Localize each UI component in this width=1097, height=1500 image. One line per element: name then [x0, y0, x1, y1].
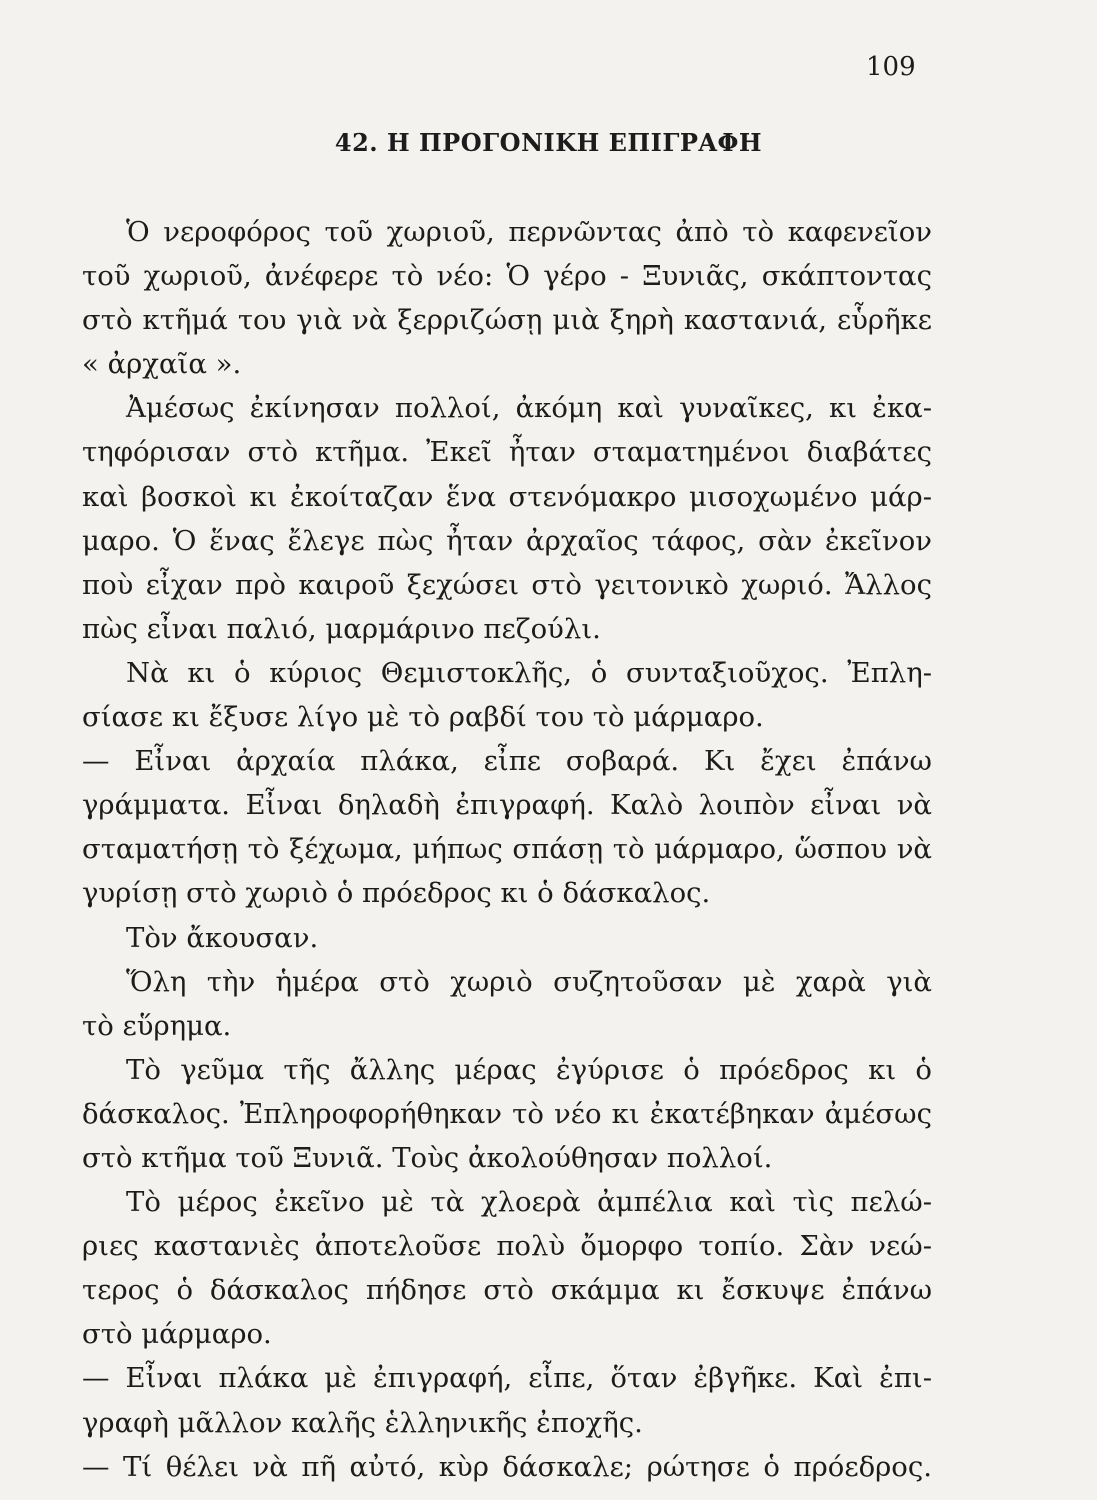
text-line: Ὅλη τὴν ἡμέρα στὸ χωριὸ συζητοῦσαν μὲ χαρὰ γιὰ	[126, 965, 932, 998]
text-line: — Εἶναι πλάκα μὲ ἐπιγραφή, εἶπε, ὅταν ἐβγῆκε. Καὶ ἐπι-	[82, 1362, 932, 1395]
body-text	[82, 210, 932, 1489]
text-line: Τὸν ἄκουσαν.	[126, 921, 319, 954]
text-line: — Εἶναι ἀρχαία πλάκα, εἶπε σοβαρά. Κι ἔχει ἐπάνω	[82, 745, 932, 778]
text-line: γυρίσῃ στὸ χωριὸ ὁ πρόεδρος κι ὁ δάσκαλος.	[82, 877, 711, 910]
text-line: Ἀμέσως ἐκίνησαν πολλοί, ἀκόμη καὶ γυναῖκες, κι ἐκα-	[126, 392, 932, 425]
text-line: ριες καστανιὲς ἀποτελοῦσε πολὺ ὄμορφο τοπίο. Σὰν νεώ-	[82, 1230, 932, 1263]
text-line: Τὸ γεῦμα τῆς ἄλλης μέρας ἐγύρισε ὁ πρόεδρος κι ὁ	[126, 1053, 932, 1086]
text-line: στὸ μάρμαρο.	[82, 1318, 272, 1351]
text-line: γραφὴ μᾶλλον καλῆς ἑλληνικῆς ἐποχῆς.	[82, 1406, 643, 1439]
text-line: « ἀρχαῖα ».	[82, 348, 242, 381]
text-line: Νὰ κι ὁ κύριος Θεμιστοκλῆς, ὁ συνταξιοῦχος. Ἐπλη-	[126, 656, 932, 689]
text-line: τὸ εὕρημα.	[82, 1009, 232, 1042]
text-line: — Τί θέλει νὰ πῆ αὐτό, κὺρ δάσκαλε; ρώτησε ὁ πρόεδρος.	[82, 1450, 932, 1483]
text-line: Ὁ νεροφόρος τοῦ χωριοῦ, περνῶντας ἀπὸ τὸ καφενεῖον	[126, 216, 932, 248]
text-line: Τὸ μέρος ἐκεῖνο μὲ τὰ χλοερὰ ἀμπέλια καὶ τὶς πελώ-	[126, 1186, 932, 1219]
text-line: ποὺ εἶχαν πρὸ καιροῦ ξεχώσει στὸ γειτονικὸ χωριό. Ἄλλος	[82, 568, 932, 601]
text-line: καὶ βοσκοὶ κι ἐκοίταζαν ἕνα στενόμακρο μισοχωμένο μάρ-	[82, 480, 932, 513]
text-line: στὸ κτῆμα τοῦ Ξυνιᾶ. Τοὺς ἀκολούθησαν πολλοί.	[82, 1141, 773, 1174]
text-line: τηφόρισαν στὸ κτῆμα. Ἐκεῖ ἦταν σταματημένοι διαβάτες	[82, 436, 932, 469]
text-line: σταματήσῃ τὸ ξέχωμα, μήπως σπάσῃ τὸ μάρμαρο, ὥσπου νὰ	[82, 833, 932, 866]
text-line: γράμματα. Εἶναι δηλαδὴ ἐπιγραφή. Καλὸ λοιπὸν εἶναι νὰ	[82, 789, 932, 822]
text-line: μαρο. Ὁ ἕνας ἔλεγε πὼς ἦταν ἀρχαῖος τάφος, σὰν ἐκεῖνον	[82, 524, 932, 557]
text-line: τερος ὁ δάσκαλος πήδησε στὸ σκάμμα κι ἔσκυψε ἐπάνω	[82, 1274, 932, 1307]
text-line: σίασε κι ἔξυσε λίγο μὲ τὸ ραβδί του τὸ μάρμαρο.	[82, 701, 764, 734]
chapter-title: 42. Η ΠΡΟΓΟΝΙΚΗ ΕΠΙΓΡΑΦΗ	[334, 128, 763, 157]
text-line: στὸ κτῆμά του γιὰ νὰ ξερριζώσῃ μιὰ ξηρὴ καστανιά, εὗρῆκε	[82, 304, 932, 337]
text-line: πὼς εἶναι παλιό, μαρμάρινο πεζούλι.	[82, 612, 601, 645]
text-line: τοῦ χωριοῦ, ἀνέφερε τὸ νέο: Ὁ γέρο - Ξυνιᾶς, σκάπτοντας	[82, 260, 932, 293]
text-line: δάσκαλος. Ἐπληροφορήθηκαν τὸ νέο κι ἐκατέβηκαν ἀμέσως	[82, 1097, 932, 1130]
page-number: 109	[866, 52, 916, 82]
